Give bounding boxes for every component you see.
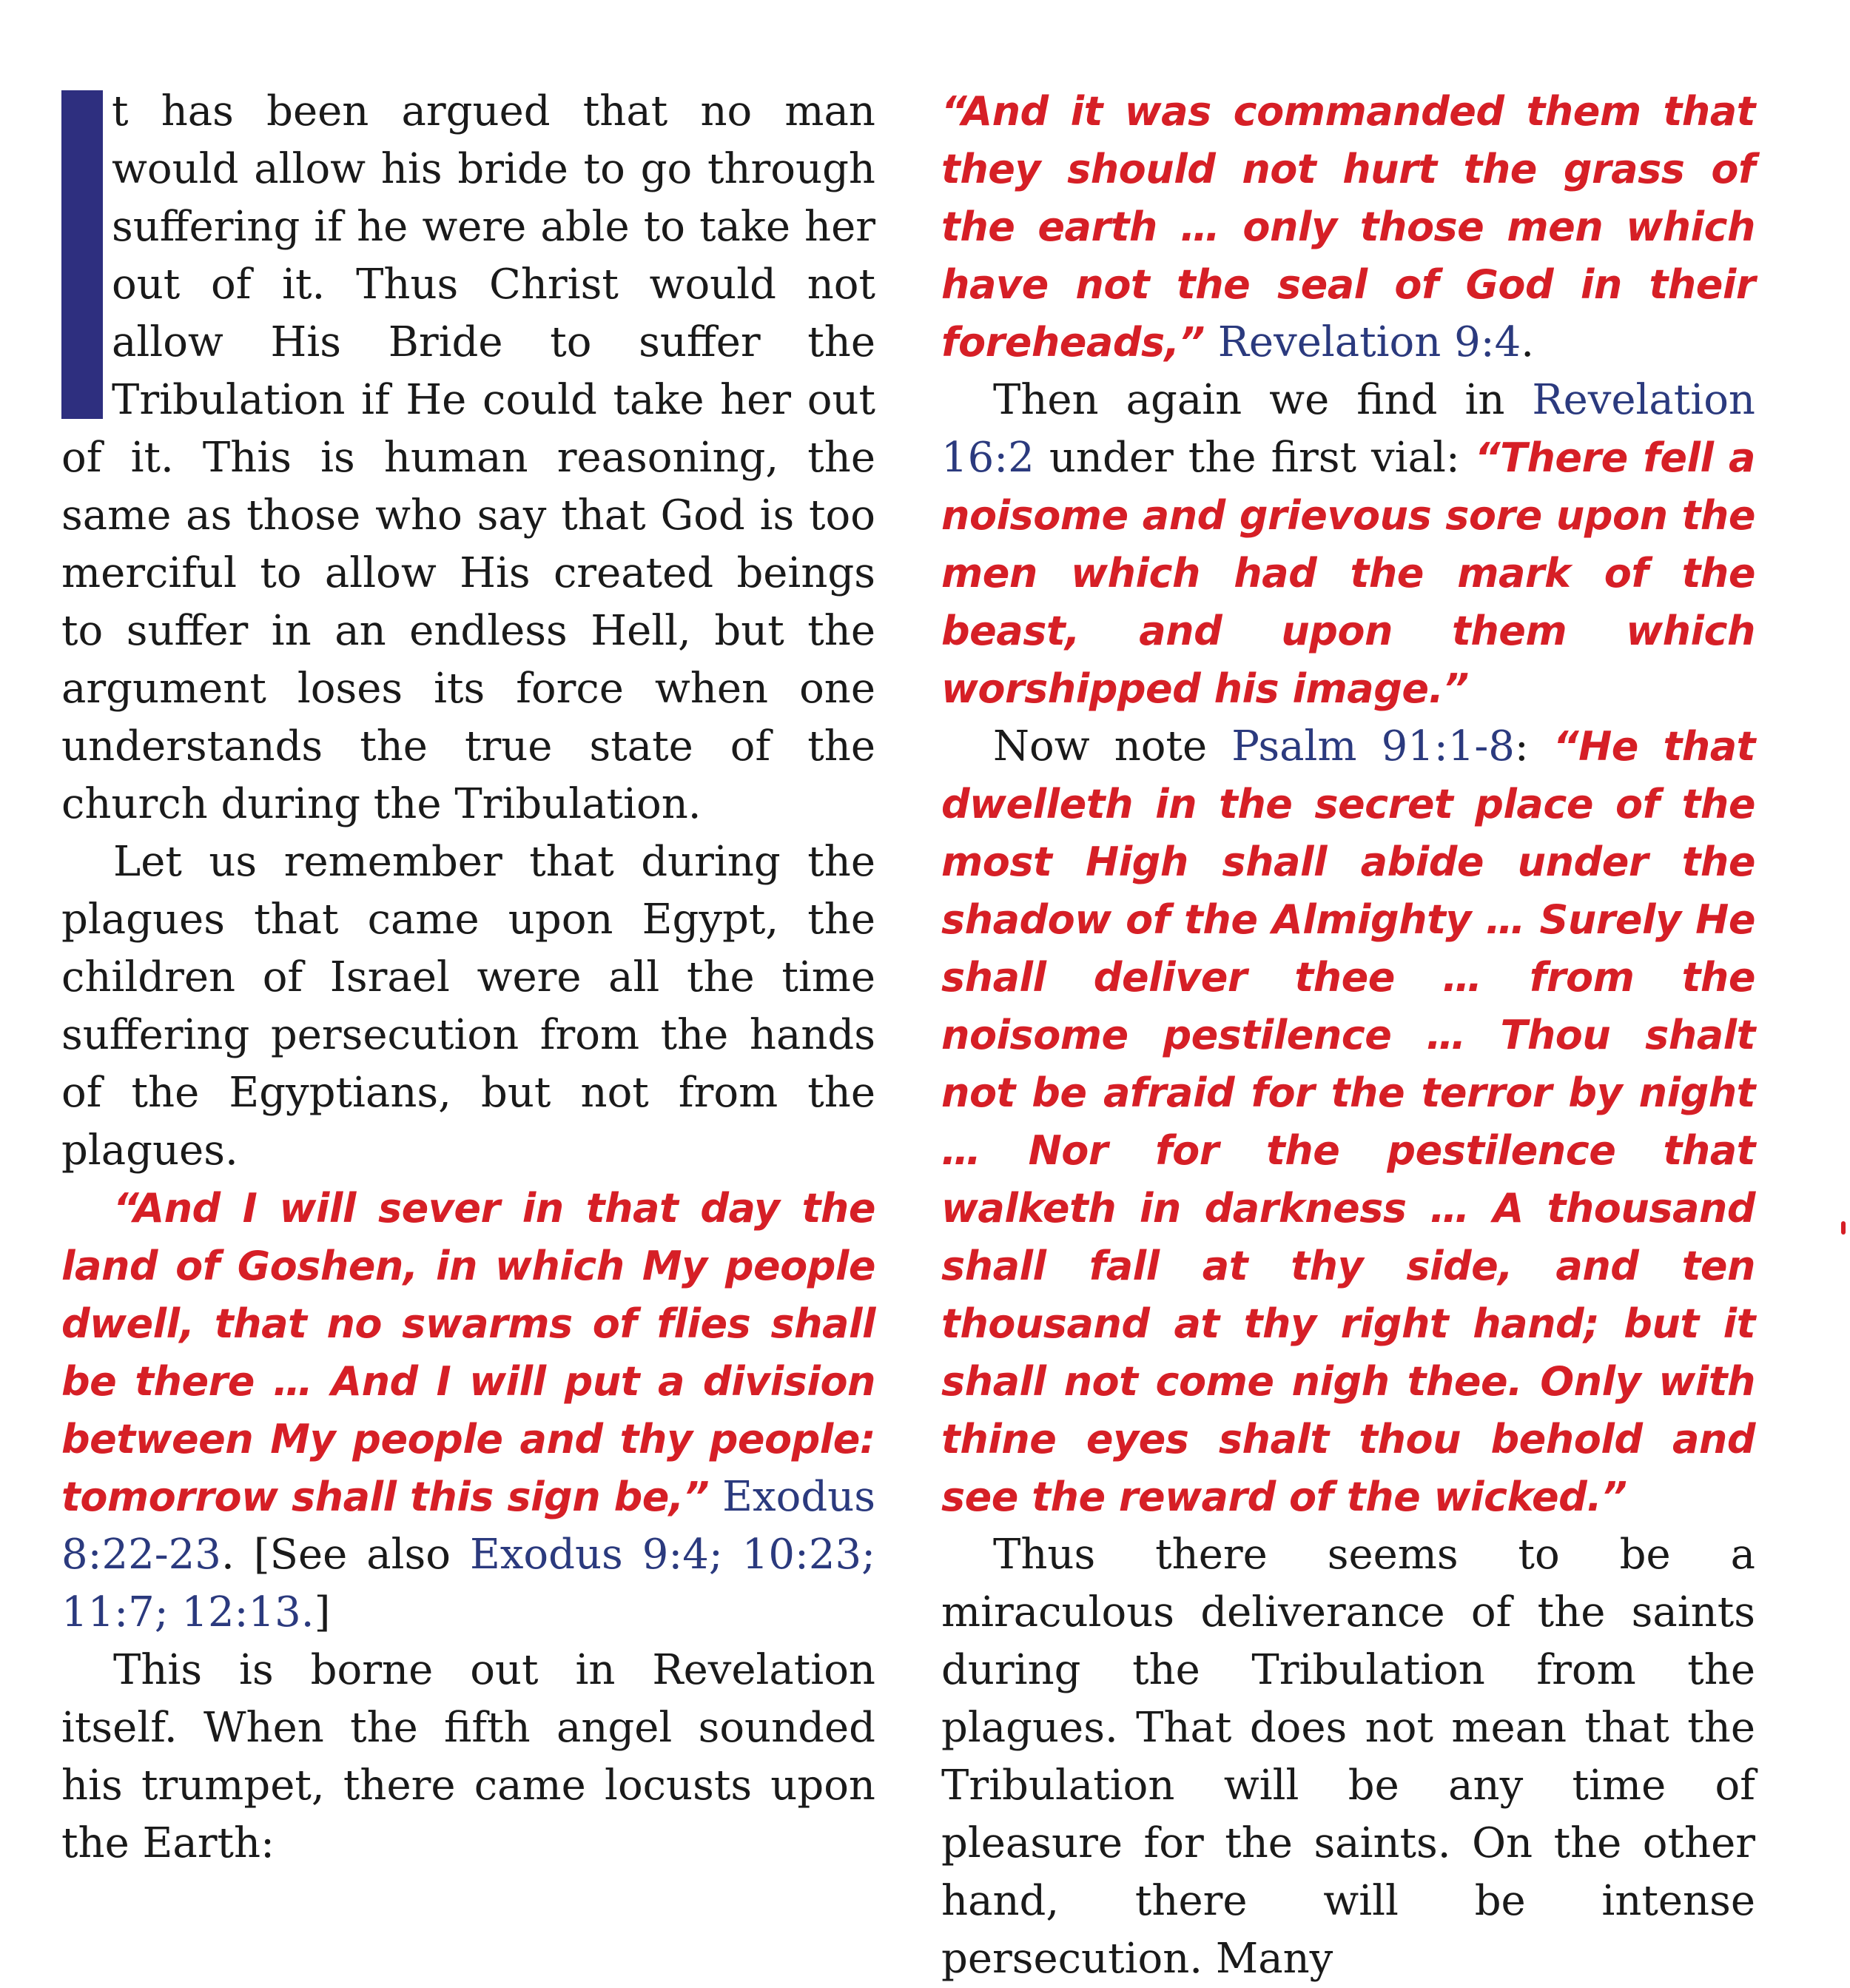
scripture-quote: “He that dwelleth in the secret place of the most High shall abide under the shadow of the Almighty … Surely He shall deliver thee … from the noisome pestilence … Thou shalt not be afraid for the terror by night … Nor for the pestilence that walketh in darkness … A thousand shall fall at thy side, and ten thousand at thy right hand; but it shall not come nigh thee. Only with thine eyes shalt thou behold and see the reward of the wicked.”: [941, 723, 1755, 1520]
scripture-reference: Psalm 91:1-8: [1231, 722, 1515, 770]
paragraph-psalm: [941, 718, 1755, 1526]
paragraph-goshen: [61, 1180, 875, 1642]
paragraph-intro: [61, 83, 875, 833]
scripture-quote: “And it was commanded them that they should not hurt the grass of the earth … only those men which have not the seal of God in their foreheads,”: [941, 88, 1755, 366]
scripture-reference: Revelation 16:2: [941, 376, 1755, 482]
paragraph-deliverance: Thus there seems to be a miraculous deliverance of the saints during the Tribulation from the plagues. That does not mean that the Tribulation will be any time of pleasure for the saints. On the other hand, there will be intense persecution. Many: [941, 1531, 1755, 1983]
body-text: :: [1514, 722, 1553, 770]
body-text: . [See also: [221, 1531, 470, 1579]
drop-cap-bar: [61, 90, 103, 419]
scripture-reference: Revelation 9:4: [1217, 318, 1521, 366]
scripture-quote: “And I will sever in that day the land of Goshen, in which My people dwell, that no swarms of flies shall be there … And I will put a division between My people and thy people: tomorrow shall this sign be,”: [61, 1185, 875, 1520]
right-column: [941, 83, 1755, 1988]
body-text: .: [1521, 318, 1535, 366]
paragraph-intro-text: t has been argued that no man would allow his bride to go through suffering if he were able to take her out of it. Thus Christ would not allow His Bride to suffer the Tribulation if He could take her out of it. This is human reasoning, the same as those who say that God is too merciful to allow His created beings to suffer in an endless Hell, but the argument loses its force when one understands the true state of the church during the Tribulation.: [61, 87, 875, 828]
body-text: Then again we find in: [993, 376, 1533, 424]
paragraph-egypt-plagues: Let us remember that during the plagues that came upon Egypt, the children of Israel were all the time suffering persecution from the hands of the Egyptians, but not from the plagues.: [61, 838, 875, 1175]
paragraph-revelation: This is borne out in Revelation itself. When the fifth angel sounded his trumpet, there came locusts upon the Earth:: [61, 1646, 875, 1867]
left-column: [61, 83, 875, 1873]
scripture-reference: Exodus 8:22-23: [61, 1473, 875, 1579]
body-text: ]: [314, 1588, 331, 1636]
paragraph-first-vial: [941, 372, 1755, 718]
paragraph-seal: [941, 83, 1755, 372]
body-text: under the first vial:: [1034, 434, 1475, 482]
scripture-reference: Exodus 9:4; 10:23; 11:7; 12:13.: [61, 1531, 875, 1636]
scripture-quote: “There fell a noisome and grievous sore upon the men which had the mark of the beast, and upon them which worshipped his image.”: [941, 434, 1755, 712]
body-text: Now note: [993, 722, 1232, 770]
edge-mark: [1841, 1221, 1846, 1235]
